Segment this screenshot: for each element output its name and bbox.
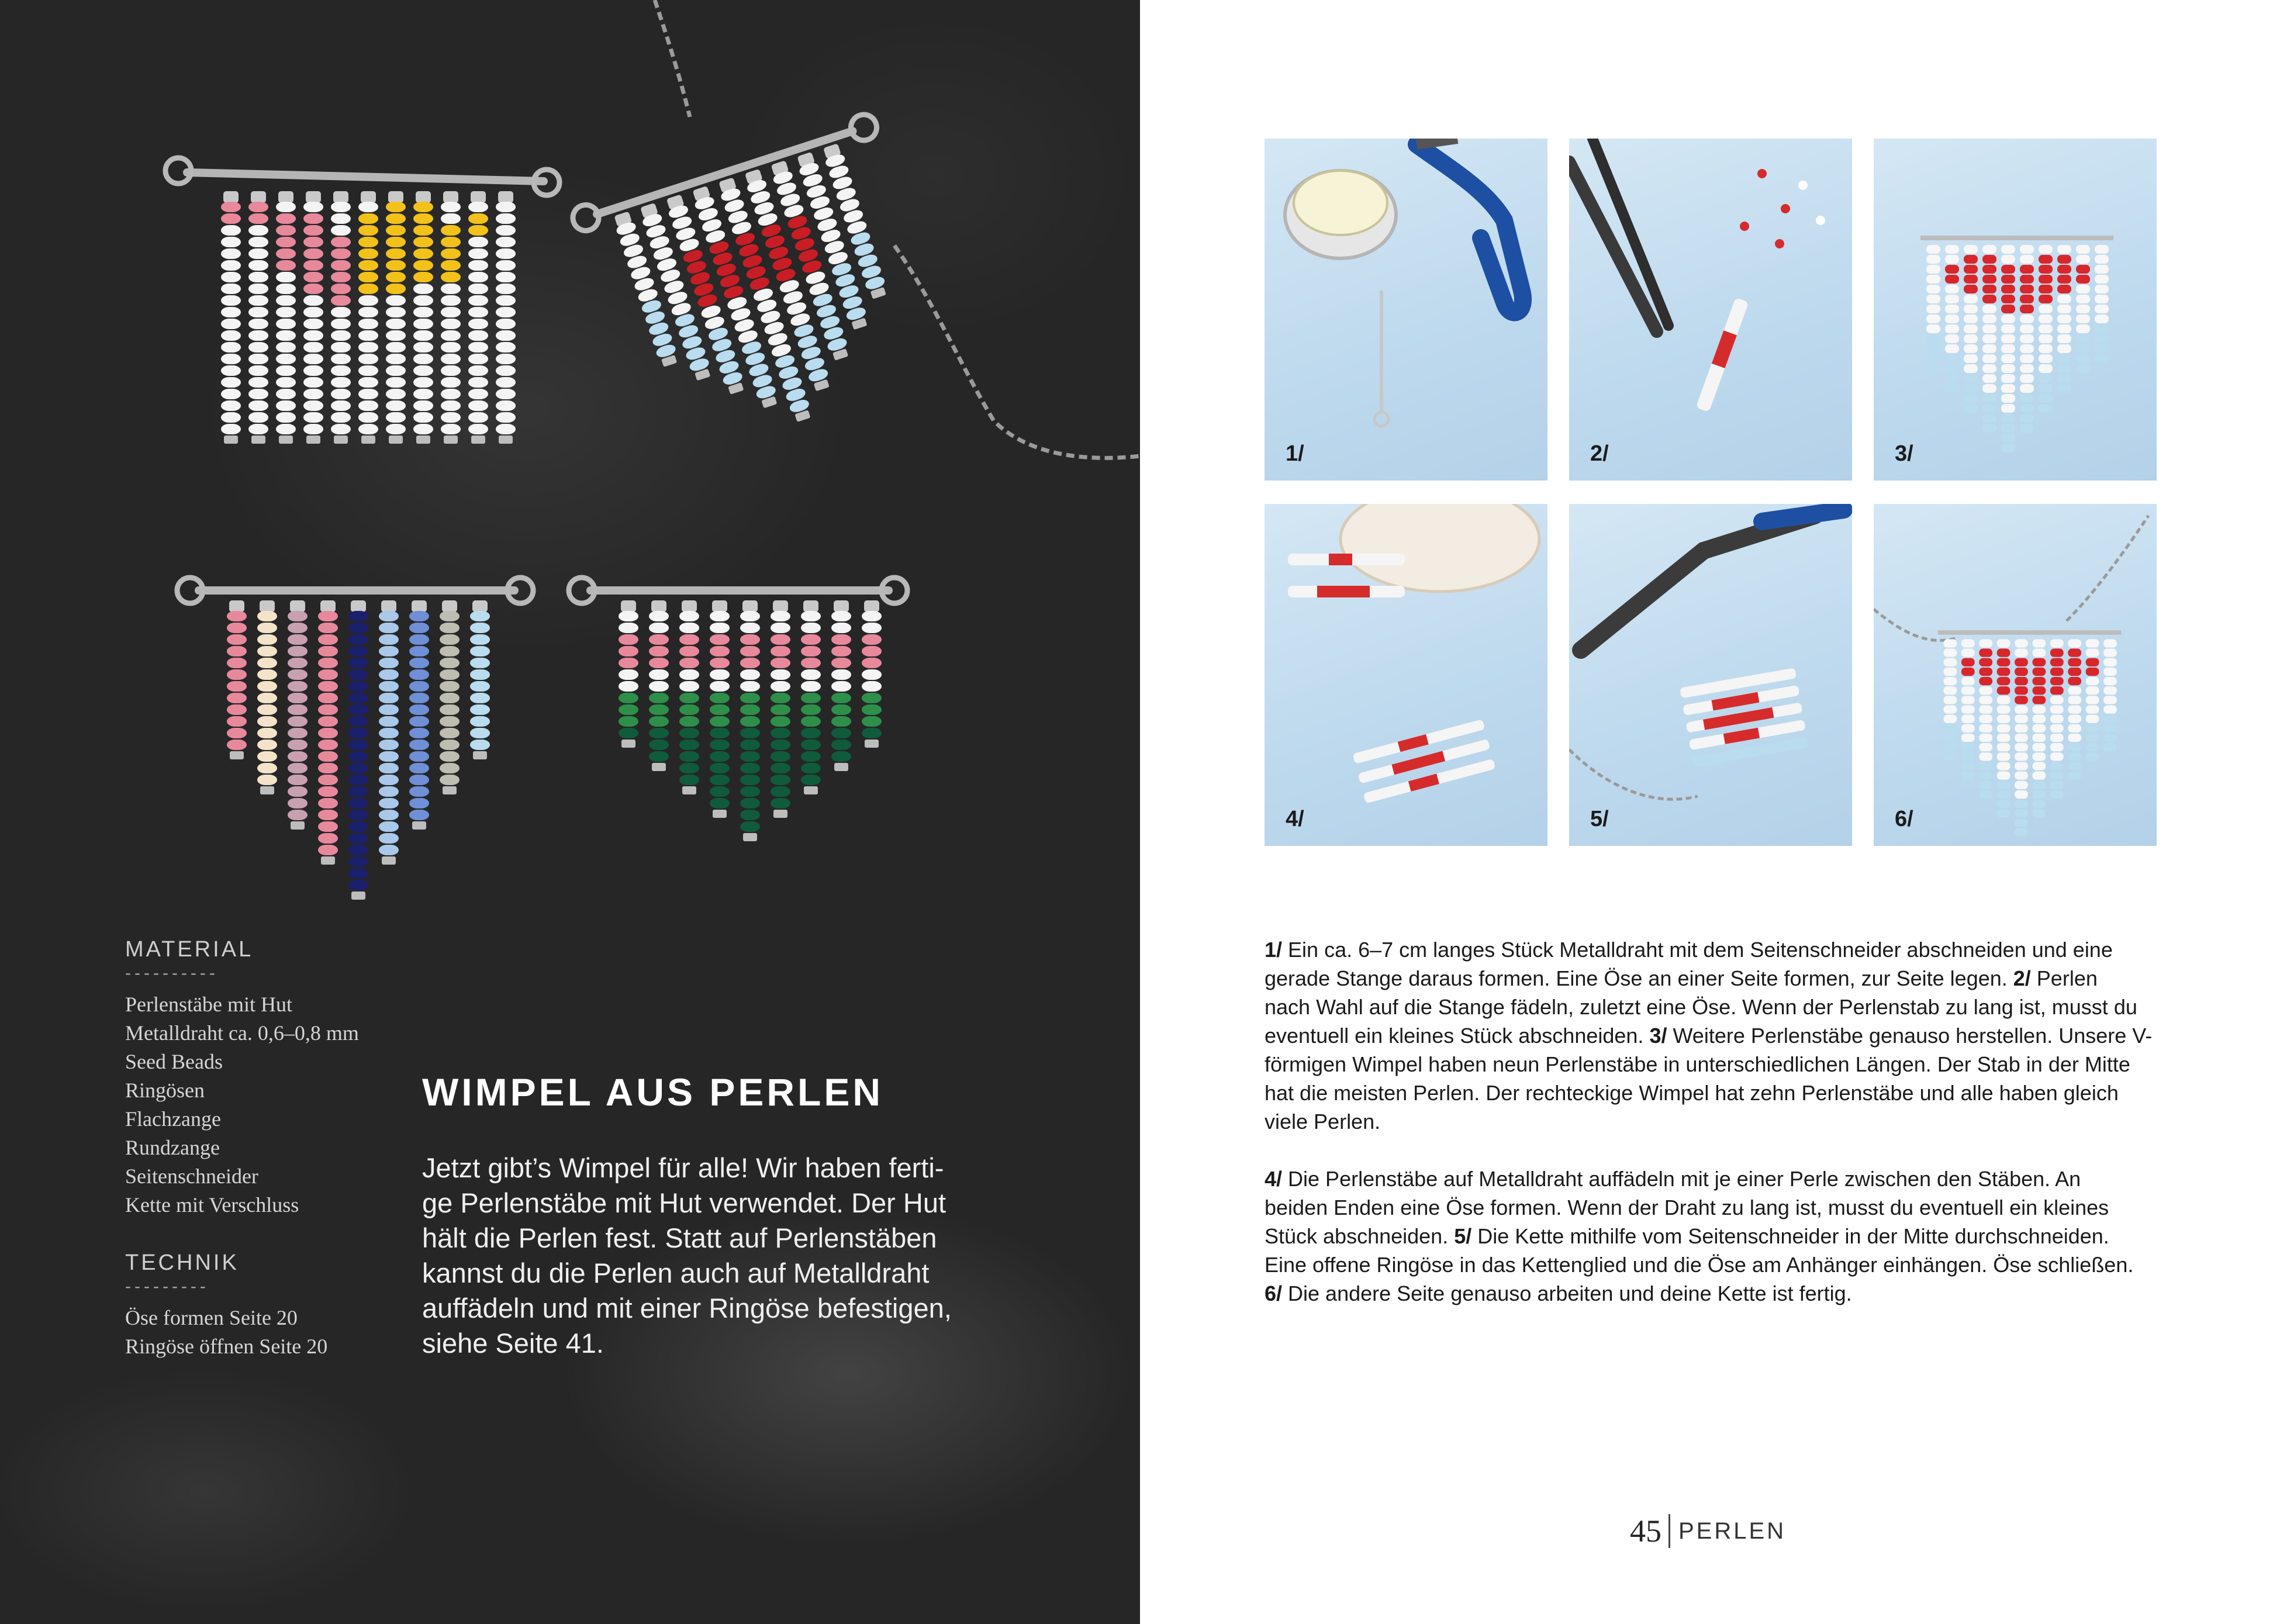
instructions-paragraph-2 (1265, 1165, 2153, 1308)
material-item: Rundzange (125, 1136, 220, 1159)
material-item: Ringösen (125, 1079, 205, 1102)
instruction-line: beiden Enden eine Öse formen. Wenn der Draht zu lang ist, musst du eventuell ein kleines (1265, 1195, 2109, 1219)
intro-line: siehe Seite 41. (422, 1328, 604, 1359)
page-footer (1630, 1513, 1786, 1549)
instruction-line: Eine offene Ringöse in das Kettenglied und die Öse am Anhänger einhängen. Öse schließen. (1265, 1253, 2134, 1277)
finished-necklace-icon (1874, 504, 2157, 846)
step-photo-4 (1265, 504, 1547, 846)
material-item: Kette mit Verschluss (125, 1193, 299, 1217)
intro-line: hält die Perlen fest. Statt auf Perlenstäben (422, 1222, 937, 1253)
instruction-line: eventuell ein kleines Stück abschneiden. 3/ Weitere Perlenstäbe genauso herstellen. Unsere V- (1265, 1024, 2153, 1048)
instruction-line: förmigen Wimpel haben neun Perlenstäbe in unterschiedlichen Längen. Der Stab in der Mitte (1265, 1052, 2130, 1076)
page-number: 45 (1630, 1514, 1661, 1549)
step-number: 3/ (1649, 1024, 1667, 1048)
round-pliers-beads-icon (1569, 139, 1852, 481)
step-photo-1 (1265, 139, 1547, 481)
wire-spool-pliers-icon (1265, 139, 1547, 481)
intro-line: auffädeln und mit einer Ringöse befestigen, (422, 1293, 952, 1324)
step-number: 2/ (2013, 966, 2031, 990)
intro-line: kannst du die Perlen auch auf Metalldraht (422, 1257, 930, 1288)
step-photo-3 (1874, 139, 2157, 481)
step-number: 4/ (1265, 1167, 1283, 1191)
material-heading: MATERIAL (125, 937, 254, 962)
step-photo-5 (1569, 504, 1852, 846)
material-box (125, 934, 429, 1361)
technik-list (125, 1304, 429, 1361)
technik-divider: --------- (125, 1277, 209, 1296)
instruction-line: 4/ Die Perlenstäbe auf Metalldraht auffädeln mit je einer Perle zwischen den Stäben. An (1265, 1167, 2081, 1191)
material-item: Metalldraht ca. 0,6–0,8 mm (125, 1021, 359, 1045)
instruction-line: 6/ Die andere Seite genauso arbeiten und deine Kette ist fertig. (1265, 1281, 1852, 1305)
technik-heading: TECHNIK (125, 1250, 239, 1275)
step-photo-6 (1874, 504, 2157, 846)
step-photo-2 (1569, 139, 1852, 481)
step-label: 5/ (1590, 807, 1609, 831)
step-label: 6/ (1895, 807, 1913, 831)
material-item: Flachzange (125, 1107, 221, 1131)
bead-sticks-on-wire-icon (1265, 504, 1547, 846)
technik-item: Ringöse öffnen Seite 20 (125, 1335, 328, 1358)
cutting-chain-icon (1569, 504, 1852, 846)
instruction-line: 1/ Ein ca. 6–7 cm langes Stück Metalldraht mit dem Seitenschneider abschneiden und eine (1265, 938, 2113, 962)
heart-pennant-icon (1874, 139, 2157, 481)
material-item: Seitenschneider (125, 1165, 258, 1188)
project-title: WIMPEL AUS PERLEN (422, 1070, 884, 1114)
instruction-line: gerade Stange daraus formen. Eine Öse an einer Seite formen, zur Seite legen. 2/ Perlen (1265, 966, 2098, 990)
material-list (125, 990, 429, 1219)
intro-line: ge Perlenstäbe mit Hut verwendet. Der Hut (422, 1187, 946, 1218)
step-label: 2/ (1590, 441, 1609, 466)
section-name: PERLEN (1678, 1518, 1787, 1544)
step-label: 1/ (1286, 441, 1304, 466)
step-number: 6/ (1265, 1281, 1283, 1305)
instruction-line: viele Perlen. (1265, 1110, 1381, 1134)
step-label: 3/ (1895, 441, 1913, 466)
technik-item: Öse formen Seite 20 (125, 1306, 298, 1329)
right-page (1140, 0, 2280, 1624)
instruction-line: Stück abschneiden. 5/ Die Kette mithilfe vom Seitenschneider in der Mitte durchschneiden. (1265, 1224, 2109, 1248)
step-number: 5/ (1454, 1224, 1472, 1248)
step-number: 1/ (1265, 938, 1283, 962)
folio-divider (1668, 1514, 1670, 1548)
intro-text (422, 1150, 983, 1361)
material-item: Seed Beads (125, 1050, 223, 1073)
intro-line: Jetzt gibt’s Wimpel für alle! Wir haben ferti- (422, 1152, 944, 1183)
instructions-text (1265, 935, 2153, 1336)
instruction-line: hat die meisten Perlen. Der rechteckige Wimpel hat zehn Perlenstäbe und alle haben gleich (1265, 1081, 2119, 1105)
instructions-paragraph-1 (1265, 935, 2153, 1136)
material-item: Perlenstäbe mit Hut (125, 993, 292, 1016)
pennant-necklaces-photo (0, 0, 1140, 965)
material-divider: ---------- (125, 963, 219, 983)
step-label: 4/ (1286, 807, 1304, 831)
instruction-line: nach Wahl auf die Stange fädeln, zuletzt eine Öse. Wenn der Perlenstab zu lang ist, musst du (1265, 995, 2137, 1019)
